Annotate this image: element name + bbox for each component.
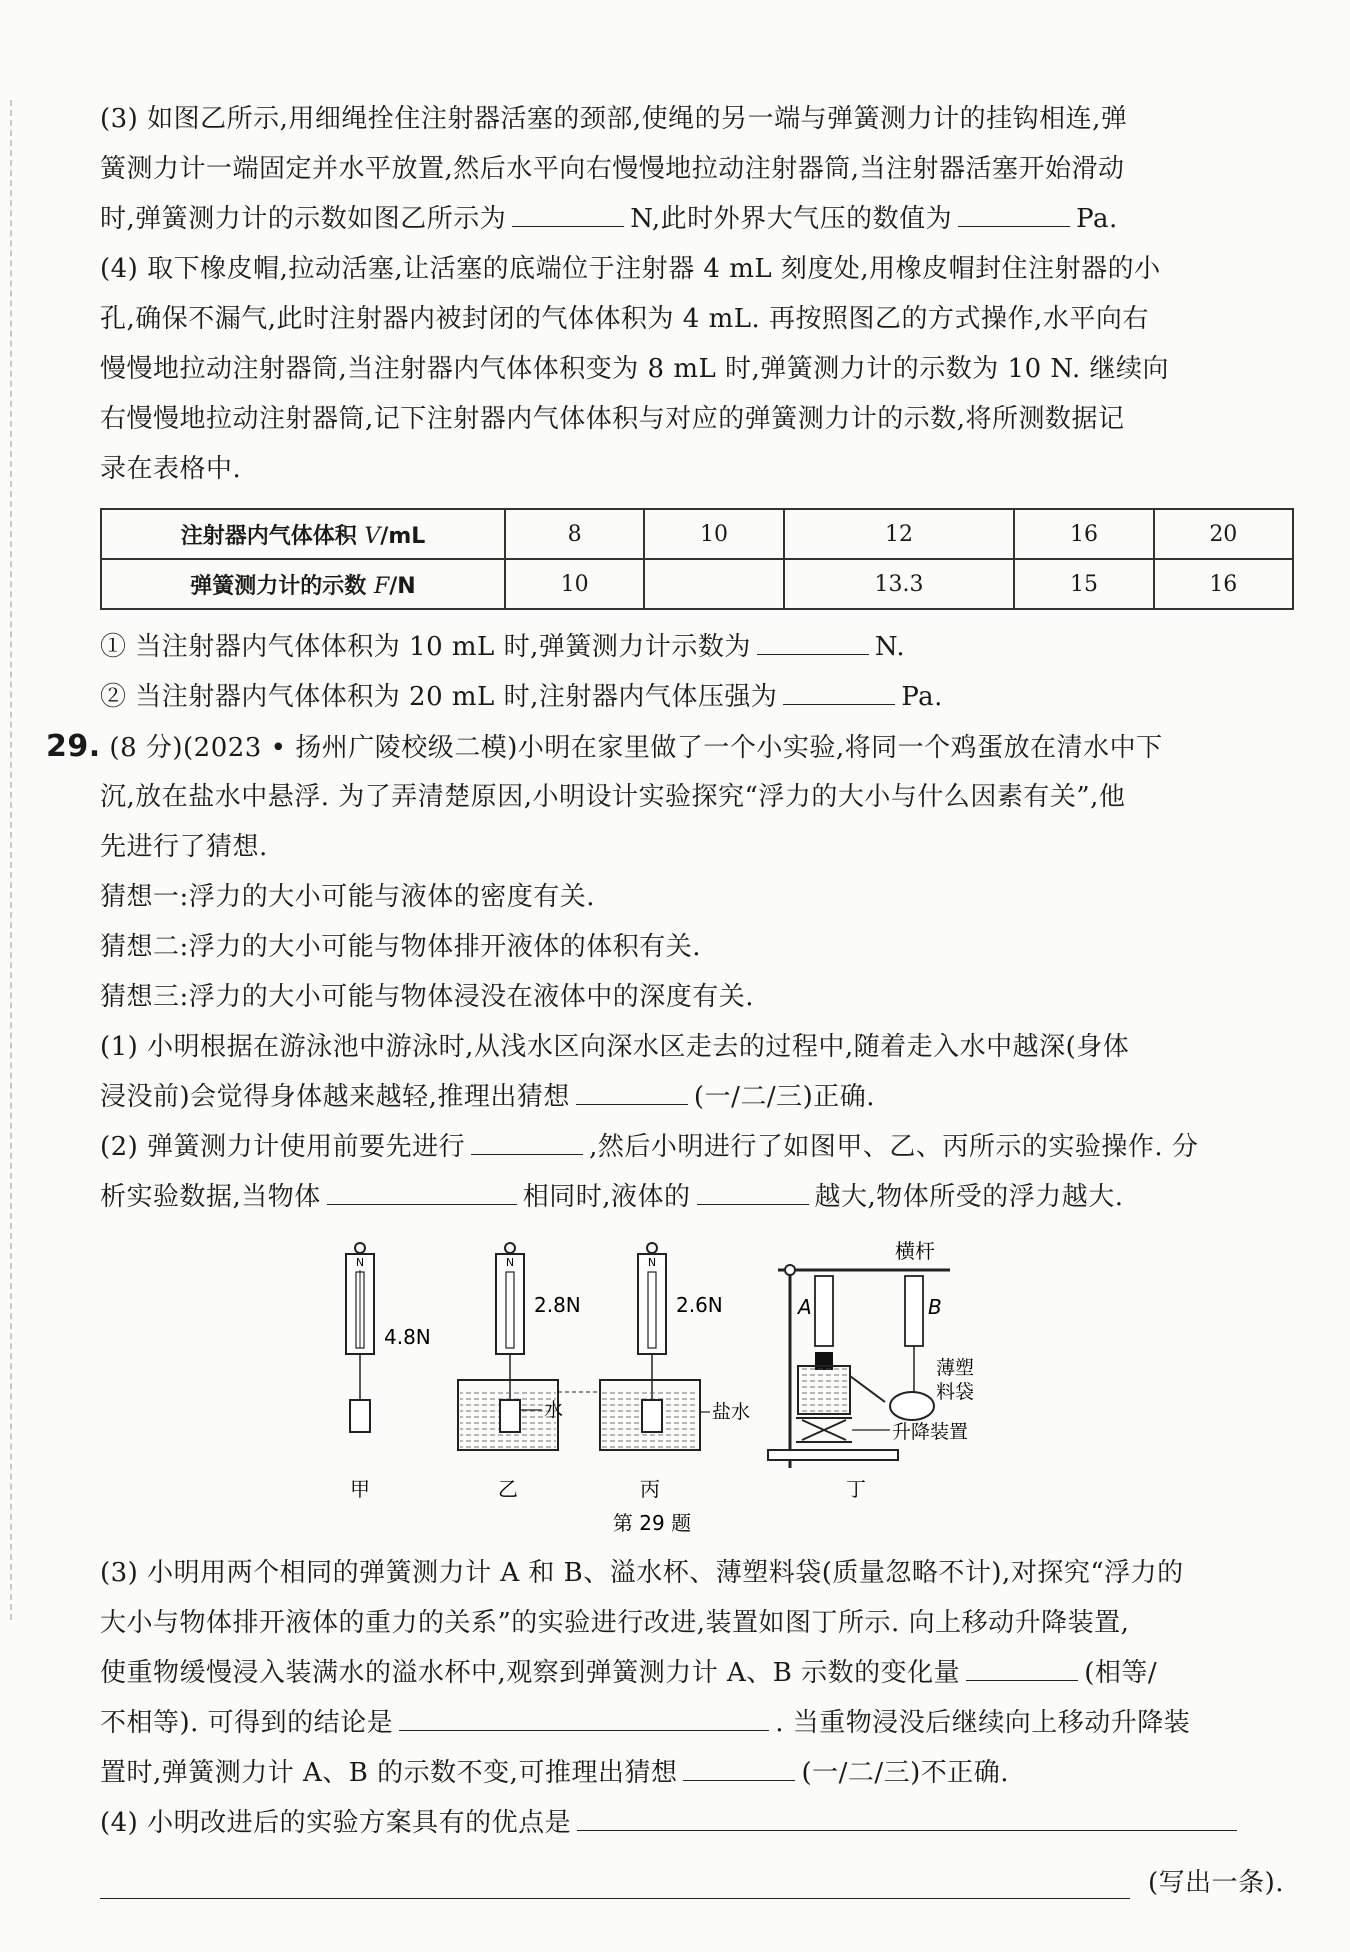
label-bag-1: 薄塑 — [936, 1357, 975, 1379]
label-jia: 甲 — [350, 1477, 370, 1501]
table-row — [101, 559, 1293, 609]
question-number: 29. — [46, 729, 101, 764]
q28-part3-line3 — [100, 194, 1310, 244]
q29-part3-options-b: (一/二/三)不正确. — [801, 1758, 1010, 1788]
answer-blank-same-quantity[interactable] — [327, 1174, 517, 1205]
q29-part3-text-a: 使重物缓慢浸入装满水的溢水杯中,观察到弹簧测力计 A、B 示数的变化量 — [100, 1658, 961, 1688]
figure-caption: 第 29 题 — [612, 1511, 692, 1535]
table-row — [101, 509, 1293, 559]
answer-blank-guess[interactable] — [576, 1074, 688, 1105]
answer-blank-pressure[interactable] — [958, 196, 1070, 227]
q29-part3-line2: 大小与物体排开液体的重力的关系”的实验进行改进,装置如图丁所示. 向上移动升降装置, — [100, 1608, 1130, 1638]
q28-part3-text-a: 时,弹簧测力计的示数如图乙所示为 — [100, 204, 507, 234]
answer-blank-change-equal[interactable] — [966, 1650, 1078, 1681]
q29-part2-text-b: ,然后小明进行了如图甲、乙、丙所示的实验操作. 分 — [589, 1132, 1199, 1162]
q29-guess3: 猜想三:浮力的大小可能与物体浸没在液体中的深度有关. — [100, 982, 755, 1012]
q29-part3-options-a: (相等/ — [1084, 1658, 1158, 1688]
answer-blank-guess-incorrect[interactable] — [683, 1750, 795, 1781]
label-crossbar: 横杆 — [895, 1240, 935, 1263]
q29-guess2: 猜想二:浮力的大小可能与物体排开液体的体积有关. — [100, 932, 702, 962]
q28-part3-line1: (3) 如图乙所示,用细绳拴住注射器活塞的颈部,使绳的另一端与弹簧测力计的挂钩相连,弹 — [100, 104, 1128, 134]
q29-part1-line2 — [100, 1072, 1310, 1122]
q29-part2-text-e: 越大,物体所受的浮力越大. — [814, 1182, 1124, 1212]
table-cell: 10 — [505, 559, 644, 609]
answer-blank-liquid-property[interactable] — [697, 1174, 809, 1205]
q29-part4-text: (4) 小明改进后的实验方案具有的优点是 — [100, 1808, 572, 1838]
q29-intro-line1 — [46, 722, 1256, 773]
table-cell: 8 — [505, 509, 644, 559]
apparatus-ding — [768, 1240, 974, 1468]
q29-intro-text: (8 分)(2023 • 扬州广陵校级二模)小明在家里做了一个小实验,将同一个鸡蛋放在清水中下 — [109, 733, 1163, 763]
answer-blank-sub1[interactable] — [757, 624, 869, 655]
q28-part4-line3: 慢慢地拉动注射器筒,当注射器内气体体积变为 8 mL 时,弹簧测力计的示数为 10 N. 继续向 — [100, 354, 1170, 384]
q29-part4-line1 — [100, 1798, 1310, 1848]
answer-blank-advantage[interactable] — [577, 1800, 1237, 1831]
label-ding: 丁 — [846, 1477, 866, 1501]
q28-part3-text-b: N,此时外界大气压的数值为 — [630, 204, 953, 234]
answer-blank-force[interactable] — [512, 196, 624, 227]
table-cell: 13.3 — [784, 559, 1015, 609]
binding-margin-line — [10, 100, 12, 1620]
table-cell: 10 — [644, 509, 783, 559]
q29-part2-line2 — [100, 1172, 1310, 1222]
spring-scale-yi — [458, 1243, 581, 1450]
q29-part1-text: 浸没前)会觉得身体越来越轻,推理出猜想 — [100, 1082, 570, 1112]
q29-part2-line1 — [100, 1122, 1310, 1172]
q28-part3-text-c: Pa. — [1076, 204, 1118, 234]
table-cell: 20 — [1154, 509, 1293, 559]
q29-part1-options: (一/二/三)正确. — [693, 1082, 875, 1112]
q29-part3-line1: (3) 小明用两个相同的弹簧测力计 A 和 B、溢水杯、薄塑料袋(质量忽略不计),对探究“浮力的 — [100, 1558, 1184, 1588]
label-lift-device: 升降装置 — [892, 1421, 969, 1443]
q28-sub2-unit: Pa. — [901, 682, 943, 712]
svg-text:N: N — [505, 1256, 515, 1269]
label-bing: 丙 — [640, 1477, 660, 1501]
label-yi: 乙 — [498, 1477, 518, 1501]
q29-part3-text-d: 置时,弹簧测力计 A、B 的示数不变,可推理出猜想 — [100, 1758, 678, 1788]
q29-part4-line2: (写出一条). — [1148, 1868, 1285, 1898]
answer-blank-sub2[interactable] — [783, 674, 895, 705]
scale-unit-label: N — [355, 1256, 365, 1269]
q28-part3-line2: 簧测力计一端固定并水平放置,然后水平向右慢慢地拉动注射器筒,当注射器活塞开始滑动 — [100, 154, 1125, 184]
q29-part3-line4 — [100, 1698, 1310, 1748]
q29-part2-text-d: 相同时,液体的 — [522, 1182, 691, 1212]
data-table — [100, 508, 1294, 610]
q29-part2-text-a: (2) 弹簧测力计使用前要先进行 — [100, 1132, 466, 1162]
table-header-volume: 注射器内气体体积 V/mL — [101, 509, 505, 559]
q29-part3-line3 — [100, 1648, 1310, 1698]
reading-bing: 2.6N — [676, 1293, 723, 1317]
q28-part4-line5: 录在表格中. — [100, 454, 242, 484]
table-cell: 16 — [1154, 559, 1293, 609]
q29-part3-line5 — [100, 1748, 1310, 1798]
table-cell: 15 — [1014, 559, 1153, 609]
table-cell: 16 — [1014, 509, 1153, 559]
table-header-force: 弹簧测力计的示数 F/N — [101, 559, 505, 609]
figure-29 — [330, 1240, 1050, 1540]
table-cell-empty[interactable] — [644, 559, 783, 609]
q29-part3-text-c: . 当重物浸没后继续向上移动升降装 — [775, 1708, 1191, 1738]
label-bag-2: 料袋 — [936, 1381, 975, 1403]
answer-line-advantage-cont[interactable] — [100, 1898, 1130, 1899]
q28-part4-line2: 孔,确保不漏气,此时注射器内被封闭的气体体积为 4 mL. 再按照图乙的方式操作,水平向右 — [100, 304, 1149, 334]
label-B: B — [928, 1295, 942, 1319]
q28-sub2 — [100, 672, 1310, 722]
q29-intro-line2: 沉,放在盐水中悬浮. 为了弄清楚原因,小明设计实验探究“浮力的大小与什么因素有关”,他 — [100, 782, 1126, 812]
q29-part2-text-c: 析实验数据,当物体 — [100, 1182, 321, 1212]
q28-sub1-text: ① 当注射器内气体体积为 10 mL 时,弹簧测力计示数为 — [100, 632, 751, 662]
q29-guess1: 猜想一:浮力的大小可能与液体的密度有关. — [100, 882, 596, 912]
q28-sub2-text: ② 当注射器内气体体积为 20 mL 时,注射器内气体压强为 — [100, 682, 778, 712]
label-water: 水 — [544, 1399, 564, 1421]
label-salt-water: 盐水 — [712, 1401, 751, 1423]
svg-text:N: N — [647, 1256, 657, 1269]
reading-yi: 2.8N — [534, 1293, 581, 1317]
q28-sub1 — [100, 622, 1310, 672]
q28-sub1-unit: N. — [874, 632, 906, 662]
q29-part3-text-b: 不相等). 可得到的结论是 — [100, 1708, 394, 1738]
label-A: A — [798, 1295, 812, 1319]
reading-jia: 4.8N — [384, 1325, 431, 1349]
answer-blank-zeroing[interactable] — [471, 1124, 583, 1155]
q28-part4-line1: (4) 取下橡皮帽,拉动活塞,让活塞的底端位于注射器 4 mL 刻度处,用橡皮帽封住注射器的小 — [100, 254, 1161, 284]
table-cell: 12 — [784, 509, 1015, 559]
q29-part1-line1: (1) 小明根据在游泳池中游泳时,从浅水区向深水区走去的过程中,随着走入水中越深(身体 — [100, 1032, 1130, 1062]
q29-intro-line3: 先进行了猜想. — [100, 832, 268, 862]
answer-blank-conclusion[interactable] — [399, 1700, 769, 1731]
q28-part4-line4: 右慢慢地拉动注射器筒,记下注射器内气体体积与对应的弹簧测力计的示数,将所测数据记 — [100, 404, 1125, 434]
spring-scale-bing — [600, 1243, 750, 1450]
spring-scale-jia — [346, 1243, 431, 1432]
